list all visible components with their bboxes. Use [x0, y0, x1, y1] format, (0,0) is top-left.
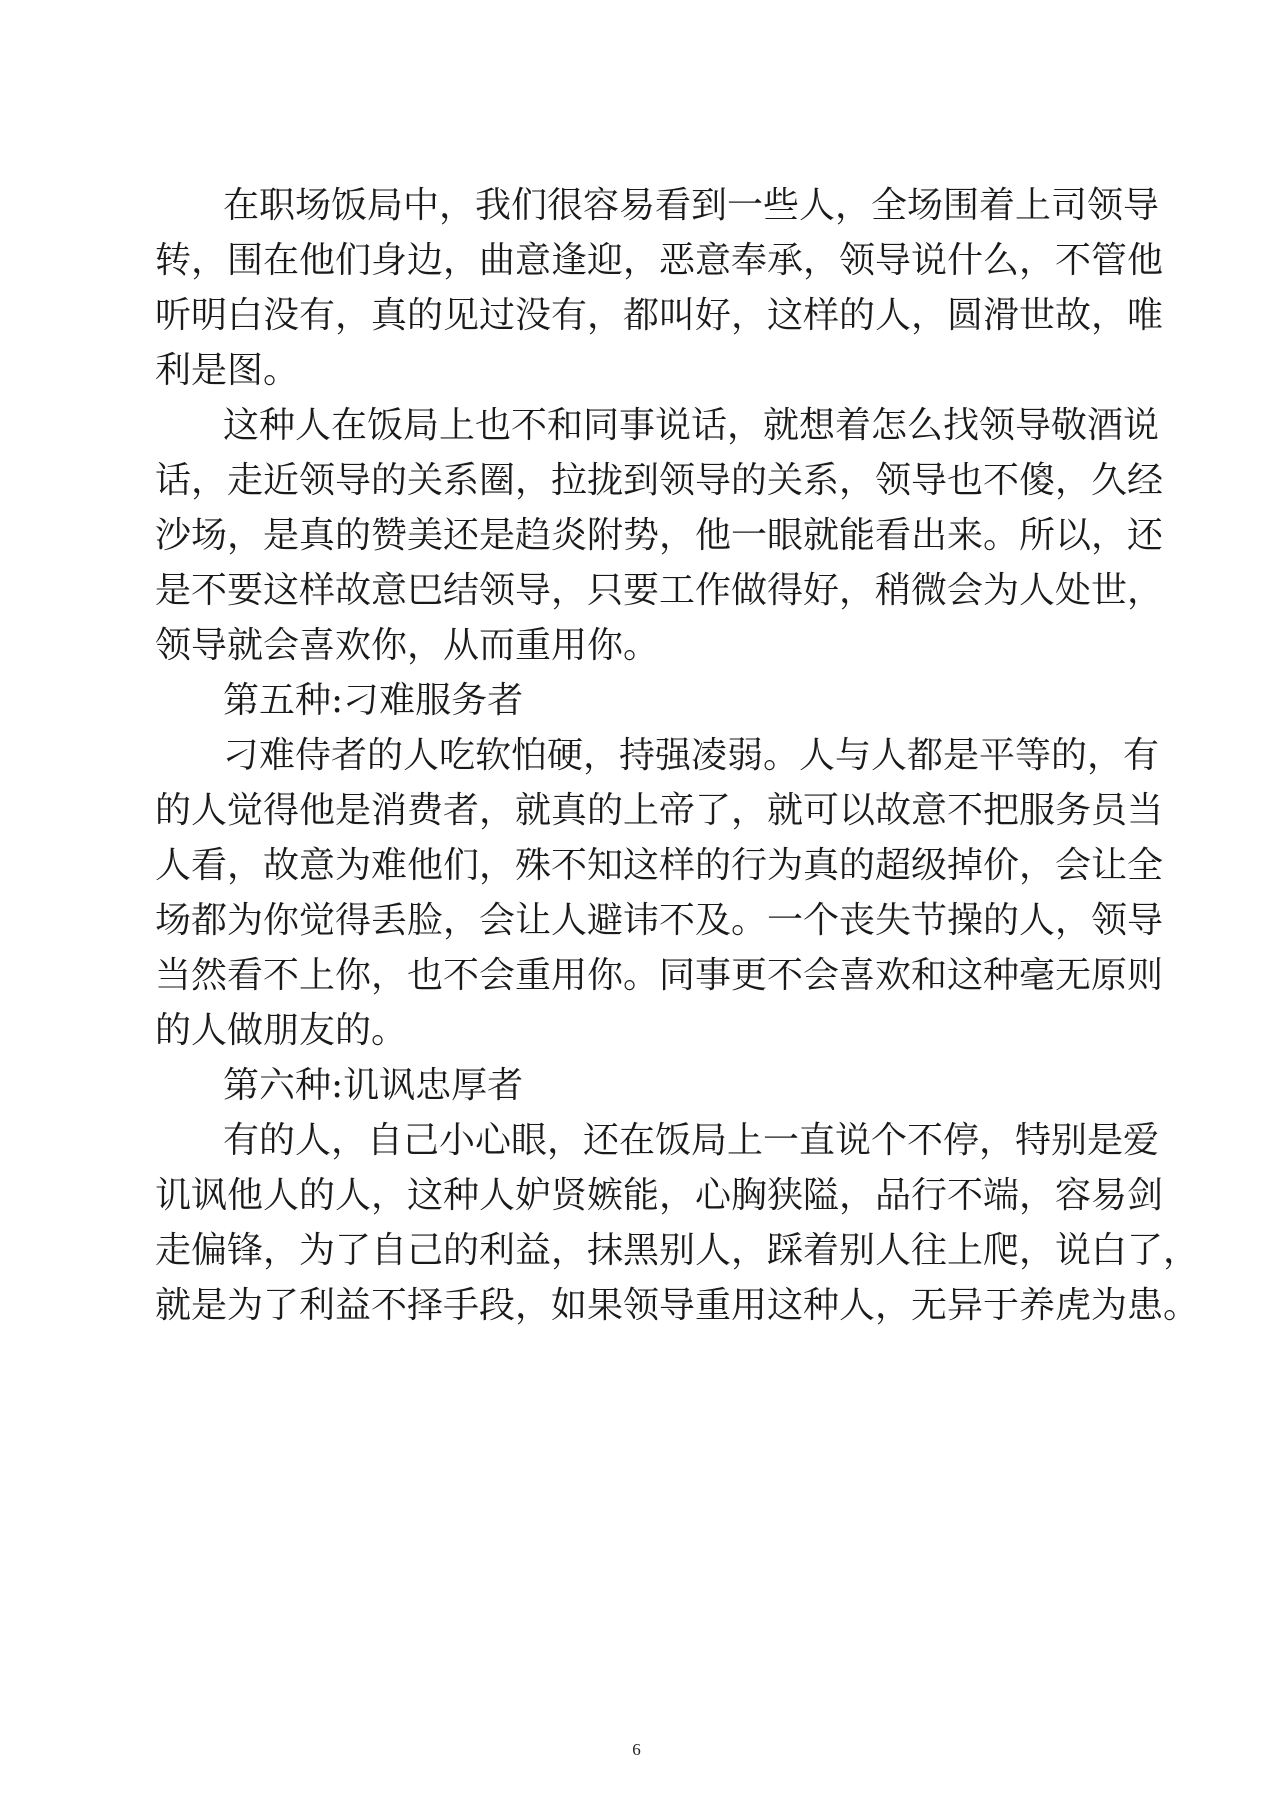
- text-line: 人看，故意为难他们，殊不知这样的行为真的超级掉价，会让全: [155, 845, 1164, 886]
- heading-text: 第五种:刁难服务者: [223, 680, 524, 721]
- text-line: 话，走近领导的关系圈，拉拢到领导的关系，领导也不傻，久经: [155, 460, 1164, 501]
- page-number: 6: [632, 1740, 641, 1759]
- text-line: 利是图。: [155, 350, 300, 391]
- text-line: 领导就会喜欢你，从而重用你。: [155, 625, 660, 666]
- text-line: 有的人，自己小心眼，还在饭局上一直说个不停，特别是爱: [223, 1120, 1160, 1161]
- paragraph: [155, 1113, 1200, 1333]
- section-heading: [155, 1058, 1125, 1113]
- text-line: 的人做朋友的。: [155, 1010, 408, 1051]
- text-line: 是不要这样故意巴结领导，只要工作做得好，稍微会为人处世，: [155, 570, 1164, 611]
- text-line: 沙场，是真的赞美还是趋炎附势，他一眼就能看出来。所以，还: [155, 515, 1164, 556]
- text-line: 转，围在他们身边，曲意逢迎，恶意奉承，领导说什么，不管他: [155, 240, 1164, 281]
- text-line: 的人觉得他是消费者，就真的上帝了，就可以故意不把服务员当: [155, 790, 1164, 831]
- text-line: 讥讽他人的人，这种人妒贤嫉能，心胸狭隘，品行不端，容易剑: [155, 1175, 1164, 1216]
- paragraph: [155, 178, 1164, 398]
- section-heading: [155, 673, 1125, 728]
- paragraph: [155, 728, 1164, 1058]
- text-line: 刁难侍者的人吃软怕硬，持强凌弱。人与人都是平等的，有: [223, 735, 1160, 776]
- text-line: 就是为了利益不择手段，如果领导重用这种人，无异于养虎为患。: [155, 1285, 1200, 1326]
- text-line: 场都为你觉得丢脸，会让人避讳不及。一个丧失节操的人，领导: [155, 900, 1164, 941]
- paragraph: [155, 398, 1164, 673]
- text-line: 当然看不上你，也不会重用你。同事更不会喜欢和这种毫无原则: [155, 955, 1164, 996]
- text-line: 走偏锋，为了自己的利益，抹黑别人，踩着别人往上爬，说白了，: [155, 1230, 1200, 1271]
- text-line: 听明白没有，真的见过没有，都叫好，这样的人，圆滑世故，唯: [155, 295, 1164, 336]
- heading-text: 第六种:讥讽忠厚者: [223, 1065, 524, 1106]
- page-body: [155, 178, 1200, 1333]
- text-line: 在职场饭局中，我们很容易看到一些人，全场围着上司领导: [223, 185, 1160, 226]
- text-line: 这种人在饭局上也不和同事说话，就想着怎么找领导敬酒说: [223, 405, 1160, 446]
